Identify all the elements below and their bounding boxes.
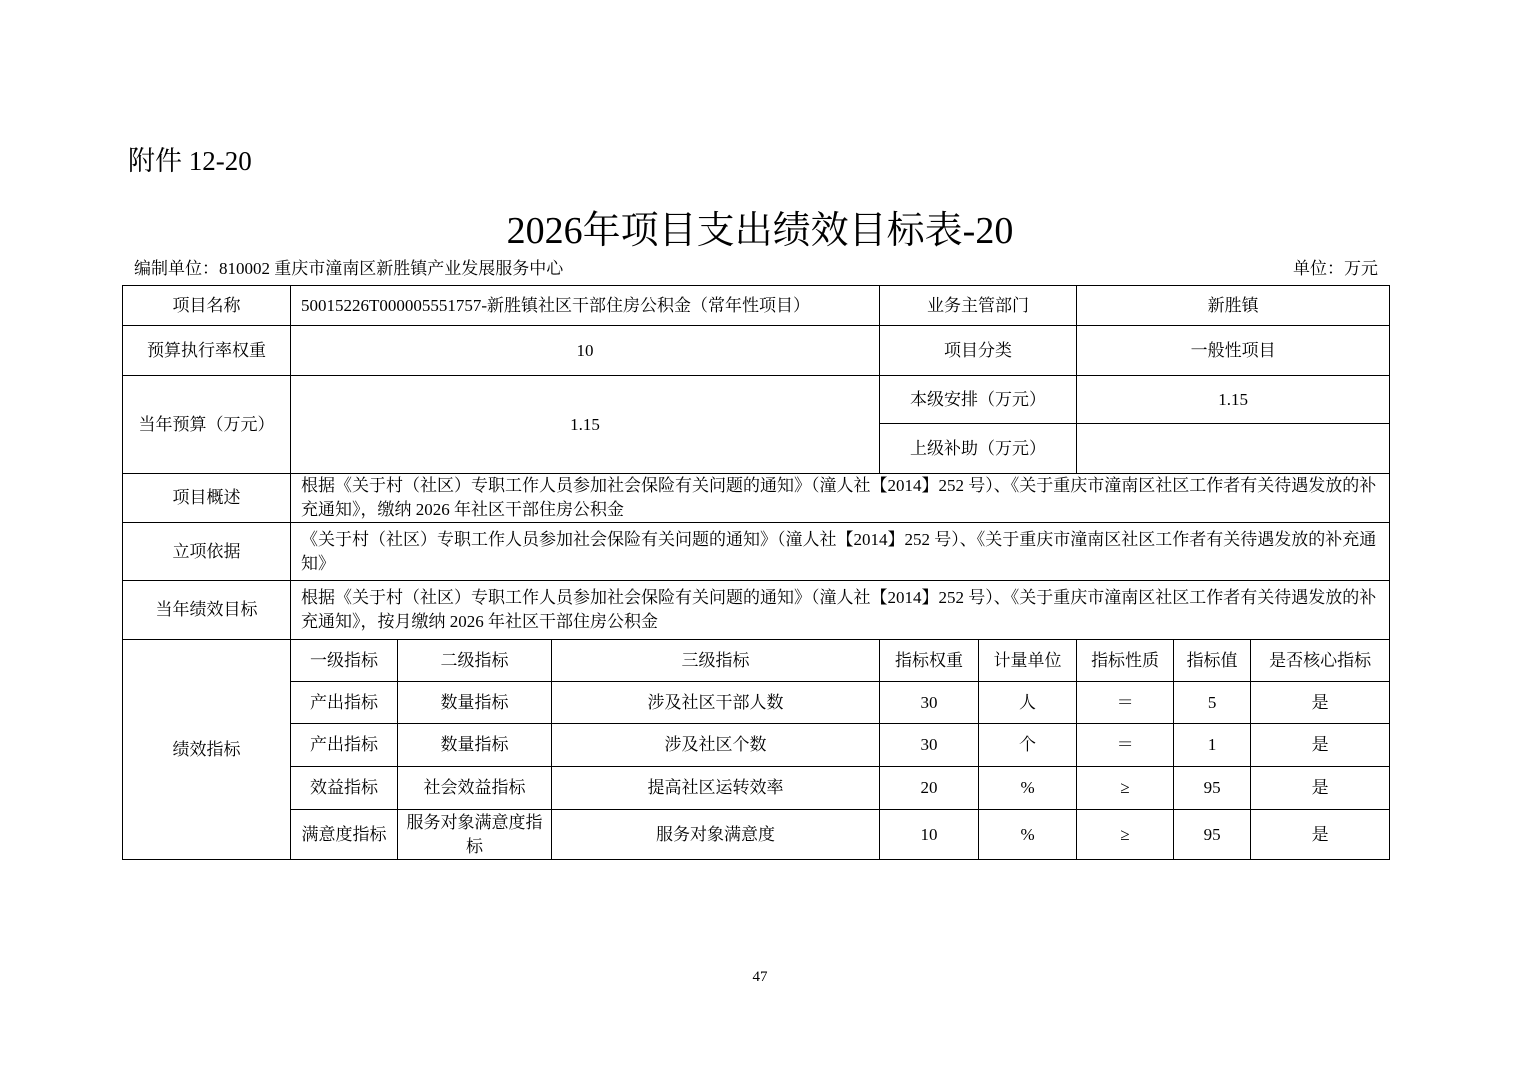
category-label: 项目分类 — [880, 326, 1077, 376]
perf-cell: 产出指标 — [291, 682, 398, 724]
perf-cell: 1 — [1174, 724, 1251, 767]
perf-cell: 社会效益指标 — [398, 767, 552, 810]
perf-header-cell: 指标性质 — [1077, 640, 1174, 682]
perf-header-cell: 一级指标 — [291, 640, 398, 682]
perf-cell: 提高社区运转效率 — [552, 767, 880, 810]
dept-value: 新胜镇 — [1077, 286, 1390, 326]
weight-label: 预算执行率权重 — [123, 326, 291, 376]
perf-cell: ≥ — [1077, 810, 1174, 860]
overview-label: 项目概述 — [123, 474, 291, 523]
perf-row — [123, 724, 1390, 767]
superior-value — [1077, 424, 1390, 474]
perf-cell: 数量指标 — [398, 724, 552, 767]
perf-cell: ≥ — [1077, 767, 1174, 810]
perf-cell: ＝ — [1077, 682, 1174, 724]
perf-cell: 涉及社区个数 — [552, 724, 880, 767]
perf-row — [123, 767, 1390, 810]
perf-cell: ＝ — [1077, 724, 1174, 767]
attachment-number: 12-20 — [188, 146, 252, 176]
perf-cell: 人 — [979, 682, 1077, 724]
page-title — [0, 204, 1520, 257]
performance-table — [122, 285, 1390, 860]
perf-header-row — [123, 640, 1390, 682]
perf-cell: 服务对象满意度 — [552, 810, 880, 860]
perf-cell: 涉及社区干部人数 — [552, 682, 880, 724]
organization-line: 编制单位：810002 重庆市潼南区新胜镇产业发展服务中心 — [134, 259, 564, 278]
perf-cell: 数量指标 — [398, 682, 552, 724]
unit-line: 单位：万元 — [1293, 259, 1378, 278]
attachment-prefix: 附件 — [128, 146, 182, 177]
perf-cell: 是 — [1251, 767, 1390, 810]
table-row — [123, 286, 1390, 326]
category-value: 一般性项目 — [1077, 326, 1390, 376]
perf-header-cell: 二级指标 — [398, 640, 552, 682]
basis-value: 《关于村（社区）专职工作人员参加社会保险有关问题的通知》（潼人社【2014】252 号）、《关于重庆市潼南区社区工作者有关待遇发放的补充通知》 — [291, 523, 1390, 581]
overview-value: 根据《关于村（社区）专职工作人员参加社会保险有关问题的通知》（潼人社【2014】252 号）、《关于重庆市潼南区社区工作者有关待遇发放的补充通知》，缴纳 2026 年社区干部住房公积金 — [291, 474, 1390, 523]
superior-label: 上级补助（万元） — [880, 424, 1077, 474]
perf-cell: 20 — [880, 767, 979, 810]
perf-header-cell: 是否核心指标 — [1251, 640, 1390, 682]
budget-value: 1.15 — [291, 376, 880, 474]
goal-value: 根据《关于村（社区）专职工作人员参加社会保险有关问题的通知》（潼人社【2014】252 号）、《关于重庆市潼南区社区工作者有关待遇发放的补充通知》，按月缴纳 2026 年社区干部住房公积金 — [291, 581, 1390, 640]
local-label: 本级安排（万元） — [880, 376, 1077, 424]
title-text: 年项目支出绩效目标表 — [582, 208, 963, 252]
perf-cell: 效益指标 — [291, 767, 398, 810]
perf-cell: 95 — [1174, 767, 1251, 810]
basis-label: 立项依据 — [123, 523, 291, 581]
perf-header-cell: 计量单位 — [979, 640, 1077, 682]
perf-cell: % — [979, 810, 1077, 860]
perf-cell: 30 — [880, 682, 979, 724]
project-name-value: 50015226T000005551757-新胜镇社区干部住房公积金（常年性项目） — [291, 286, 880, 326]
table-row — [123, 523, 1390, 581]
attachment-label — [128, 143, 252, 180]
page-number: 47 — [752, 969, 768, 985]
project-name-label: 项目名称 — [123, 286, 291, 326]
perf-label: 绩效指标 — [123, 640, 291, 860]
perf-cell: % — [979, 767, 1077, 810]
weight-value: 10 — [291, 326, 880, 376]
table-row — [123, 581, 1390, 640]
title-year: 2026 — [506, 210, 583, 252]
title-suffix: -20 — [962, 210, 1014, 252]
perf-cell: 是 — [1251, 810, 1390, 860]
local-value: 1.15 — [1077, 376, 1390, 424]
perf-cell: 服务对象满意度指标 — [398, 810, 552, 860]
perf-cell: 5 — [1174, 682, 1251, 724]
perf-cell: 是 — [1251, 724, 1390, 767]
perf-header-cell: 指标权重 — [880, 640, 979, 682]
table-row — [123, 376, 1390, 424]
perf-cell: 30 — [880, 724, 979, 767]
perf-cell: 是 — [1251, 682, 1390, 724]
perf-header-cell: 指标值 — [1174, 640, 1251, 682]
perf-cell: 满意度指标 — [291, 810, 398, 860]
perf-header-cell: 三级指标 — [552, 640, 880, 682]
perf-cell: 产出指标 — [291, 724, 398, 767]
perf-row — [123, 810, 1390, 860]
perf-cell: 10 — [880, 810, 979, 860]
budget-label: 当年预算（万元） — [123, 376, 291, 474]
goal-label: 当年绩效目标 — [123, 581, 291, 640]
perf-cell: 个 — [979, 724, 1077, 767]
table-row — [123, 326, 1390, 376]
dept-label: 业务主管部门 — [880, 286, 1077, 326]
perf-cell: 95 — [1174, 810, 1251, 860]
table-row — [123, 474, 1390, 523]
perf-row — [123, 682, 1390, 724]
